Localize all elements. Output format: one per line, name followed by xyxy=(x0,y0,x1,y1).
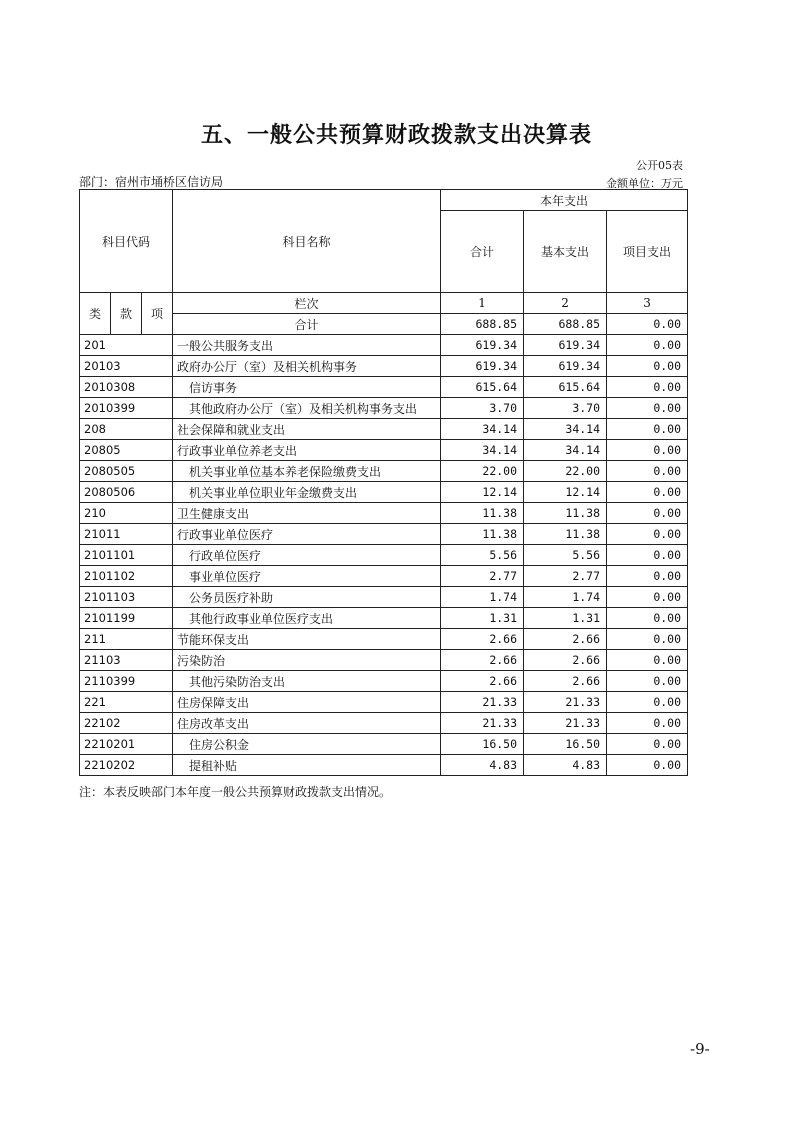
table-row xyxy=(80,608,688,629)
table-row xyxy=(80,356,688,377)
table-row xyxy=(80,398,688,419)
subject-name-cell: 卫生健康支出 xyxy=(173,503,441,524)
project-cell: 0.00 xyxy=(607,440,688,461)
basic-cell: 1.31 xyxy=(524,608,607,629)
subject-code-cell: 2110399 xyxy=(80,671,173,692)
header-project: 项目支出 xyxy=(607,211,688,293)
basic-cell: 2.77 xyxy=(524,566,607,587)
footnote: 注：本表反映部门本年度一般公共预算财政拨款支出情况。 xyxy=(79,785,392,799)
subject-name-cell: 节能环保支出 xyxy=(173,629,441,650)
basic-cell: 34.14 xyxy=(524,419,607,440)
total-cell: 21.33 xyxy=(441,713,524,734)
project-cell: 0.00 xyxy=(607,398,688,419)
table-row xyxy=(80,692,688,713)
basic-cell: 2.66 xyxy=(524,650,607,671)
basic-cell: 22.00 xyxy=(524,461,607,482)
subject-name-cell: 行政单位医疗 xyxy=(173,545,441,566)
project-cell: 0.00 xyxy=(607,377,688,398)
table-row xyxy=(80,587,688,608)
subject-code-cell: 2101102 xyxy=(80,566,173,587)
table-row xyxy=(80,524,688,545)
project-cell: 0.00 xyxy=(607,608,688,629)
table-row xyxy=(80,545,688,566)
subject-code-cell: 21011 xyxy=(80,524,173,545)
subject-code-cell: 211 xyxy=(80,629,173,650)
expenditure-table xyxy=(79,189,688,776)
subject-code-cell: 20103 xyxy=(80,356,173,377)
basic-cell: 11.38 xyxy=(524,524,607,545)
header-lei: 类 xyxy=(80,293,111,335)
subject-code-cell: 2080505 xyxy=(80,461,173,482)
table-row xyxy=(80,482,688,503)
total-cell: 619.34 xyxy=(441,356,524,377)
project-cell: 0.00 xyxy=(607,755,688,776)
basic-cell: 619.34 xyxy=(524,335,607,356)
basic-cell: 619.34 xyxy=(524,356,607,377)
project-cell: 0.00 xyxy=(607,713,688,734)
header-current-year: 本年支出 xyxy=(441,190,688,211)
table-row xyxy=(80,461,688,482)
header-basic: 基本支出 xyxy=(524,211,607,293)
basic-cell: 1.74 xyxy=(524,587,607,608)
sum-total: 688.85 xyxy=(441,314,524,335)
header-kuan: 款 xyxy=(111,293,142,335)
total-cell: 4.83 xyxy=(441,755,524,776)
header-subject-name: 科目名称 xyxy=(173,190,441,293)
basic-cell: 12.14 xyxy=(524,482,607,503)
subject-name-cell: 公务员医疗补助 xyxy=(173,587,441,608)
table-row xyxy=(80,755,688,776)
subject-name-cell: 污染防治 xyxy=(173,650,441,671)
subject-name-cell: 一般公共服务支出 xyxy=(173,335,441,356)
total-cell: 2.66 xyxy=(441,629,524,650)
header-subject-code: 科目代码 xyxy=(80,190,173,293)
table-row xyxy=(80,734,688,755)
total-cell: 11.38 xyxy=(441,524,524,545)
subject-name-cell: 行政事业单位养老支出 xyxy=(173,440,441,461)
unit-label: 金额单位：万元 xyxy=(606,177,683,190)
table-row xyxy=(80,503,688,524)
total-cell: 3.70 xyxy=(441,398,524,419)
basic-cell: 4.83 xyxy=(524,755,607,776)
column-number-2: 2 xyxy=(524,293,607,314)
basic-cell: 21.33 xyxy=(524,713,607,734)
table-row xyxy=(80,440,688,461)
column-number-1: 1 xyxy=(441,293,524,314)
basic-cell: 21.33 xyxy=(524,692,607,713)
total-cell: 1.74 xyxy=(441,587,524,608)
subject-name-cell: 政府办公厅（室）及相关机构事务 xyxy=(173,356,441,377)
subject-code-cell: 2080506 xyxy=(80,482,173,503)
basic-cell: 5.56 xyxy=(524,545,607,566)
subject-name-cell: 社会保障和就业支出 xyxy=(173,419,441,440)
total-cell: 2.77 xyxy=(441,566,524,587)
subject-code-cell: 20805 xyxy=(80,440,173,461)
project-cell: 0.00 xyxy=(607,482,688,503)
subject-name-cell: 其他行政事业单位医疗支出 xyxy=(173,608,441,629)
subject-code-cell: 2210202 xyxy=(80,755,173,776)
sum-label: 合计 xyxy=(173,314,441,335)
subject-name-cell: 信访事务 xyxy=(173,377,441,398)
subject-code-cell: 22102 xyxy=(80,713,173,734)
basic-cell: 2.66 xyxy=(524,629,607,650)
basic-cell: 11.38 xyxy=(524,503,607,524)
basic-cell: 615.64 xyxy=(524,377,607,398)
column-number-3: 3 xyxy=(607,293,688,314)
table-row xyxy=(80,650,688,671)
subject-code-cell: 21103 xyxy=(80,650,173,671)
sum-project: 0.00 xyxy=(607,314,688,335)
subject-code-cell: 2101103 xyxy=(80,587,173,608)
table-row xyxy=(80,671,688,692)
subject-code-cell: 210 xyxy=(80,503,173,524)
subject-name-cell: 住房保障支出 xyxy=(173,692,441,713)
table-row xyxy=(80,377,688,398)
header-xiang: 项 xyxy=(142,293,173,335)
column-number-label: 栏次 xyxy=(173,293,441,314)
department-label: 部门：宿州市埇桥区信访局 xyxy=(79,175,224,189)
page-number: -9- xyxy=(690,1040,710,1058)
subject-name-cell: 住房改革支出 xyxy=(173,713,441,734)
total-cell: 34.14 xyxy=(441,440,524,461)
project-cell: 0.00 xyxy=(607,566,688,587)
project-cell: 0.00 xyxy=(607,335,688,356)
subject-name-cell: 行政事业单位医疗 xyxy=(173,524,441,545)
subject-name-cell: 其他政府办公厅（室）及相关机构事务支出 xyxy=(173,398,441,419)
subject-code-cell: 221 xyxy=(80,692,173,713)
project-cell: 0.00 xyxy=(607,524,688,545)
total-cell: 615.64 xyxy=(441,377,524,398)
sum-basic: 688.85 xyxy=(524,314,607,335)
total-cell: 34.14 xyxy=(441,419,524,440)
total-cell: 16.50 xyxy=(441,734,524,755)
project-cell: 0.00 xyxy=(607,692,688,713)
project-cell: 0.00 xyxy=(607,671,688,692)
subject-code-cell: 208 xyxy=(80,419,173,440)
subject-name-cell: 事业单位医疗 xyxy=(173,566,441,587)
subject-code-cell: 2010308 xyxy=(80,377,173,398)
total-cell: 21.33 xyxy=(441,692,524,713)
subject-name-cell: 机关事业单位职业年金缴费支出 xyxy=(173,482,441,503)
basic-cell: 16.50 xyxy=(524,734,607,755)
page-title: 五、一般公共预算财政拨款支出决算表 xyxy=(200,123,592,148)
total-cell: 11.38 xyxy=(441,503,524,524)
basic-cell: 2.66 xyxy=(524,671,607,692)
header-total: 合计 xyxy=(441,211,524,293)
subject-code-cell: 2210201 xyxy=(80,734,173,755)
subject-code-cell: 201 xyxy=(80,335,173,356)
total-cell: 1.31 xyxy=(441,608,524,629)
subject-code-cell: 2010399 xyxy=(80,398,173,419)
table-row xyxy=(80,713,688,734)
subject-code-cell: 2101101 xyxy=(80,545,173,566)
project-cell: 0.00 xyxy=(607,461,688,482)
table-row xyxy=(80,566,688,587)
project-cell: 0.00 xyxy=(607,587,688,608)
total-cell: 2.66 xyxy=(441,650,524,671)
form-code: 公开05表 xyxy=(636,159,683,172)
total-cell: 22.00 xyxy=(441,461,524,482)
subject-name-cell: 机关事业单位基本养老保险缴费支出 xyxy=(173,461,441,482)
project-cell: 0.00 xyxy=(607,356,688,377)
basic-cell: 3.70 xyxy=(524,398,607,419)
basic-cell: 34.14 xyxy=(524,440,607,461)
subject-name-cell: 住房公积金 xyxy=(173,734,441,755)
total-cell: 12.14 xyxy=(441,482,524,503)
project-cell: 0.00 xyxy=(607,650,688,671)
total-cell: 619.34 xyxy=(441,335,524,356)
project-cell: 0.00 xyxy=(607,734,688,755)
project-cell: 0.00 xyxy=(607,629,688,650)
table-row xyxy=(80,335,688,356)
total-cell: 2.66 xyxy=(441,671,524,692)
table-row xyxy=(80,629,688,650)
project-cell: 0.00 xyxy=(607,419,688,440)
total-cell: 5.56 xyxy=(441,545,524,566)
subject-name-cell: 提租补贴 xyxy=(173,755,441,776)
project-cell: 0.00 xyxy=(607,503,688,524)
table-row xyxy=(80,419,688,440)
project-cell: 0.00 xyxy=(607,545,688,566)
subject-name-cell: 其他污染防治支出 xyxy=(173,671,441,692)
subject-code-cell: 2101199 xyxy=(80,608,173,629)
